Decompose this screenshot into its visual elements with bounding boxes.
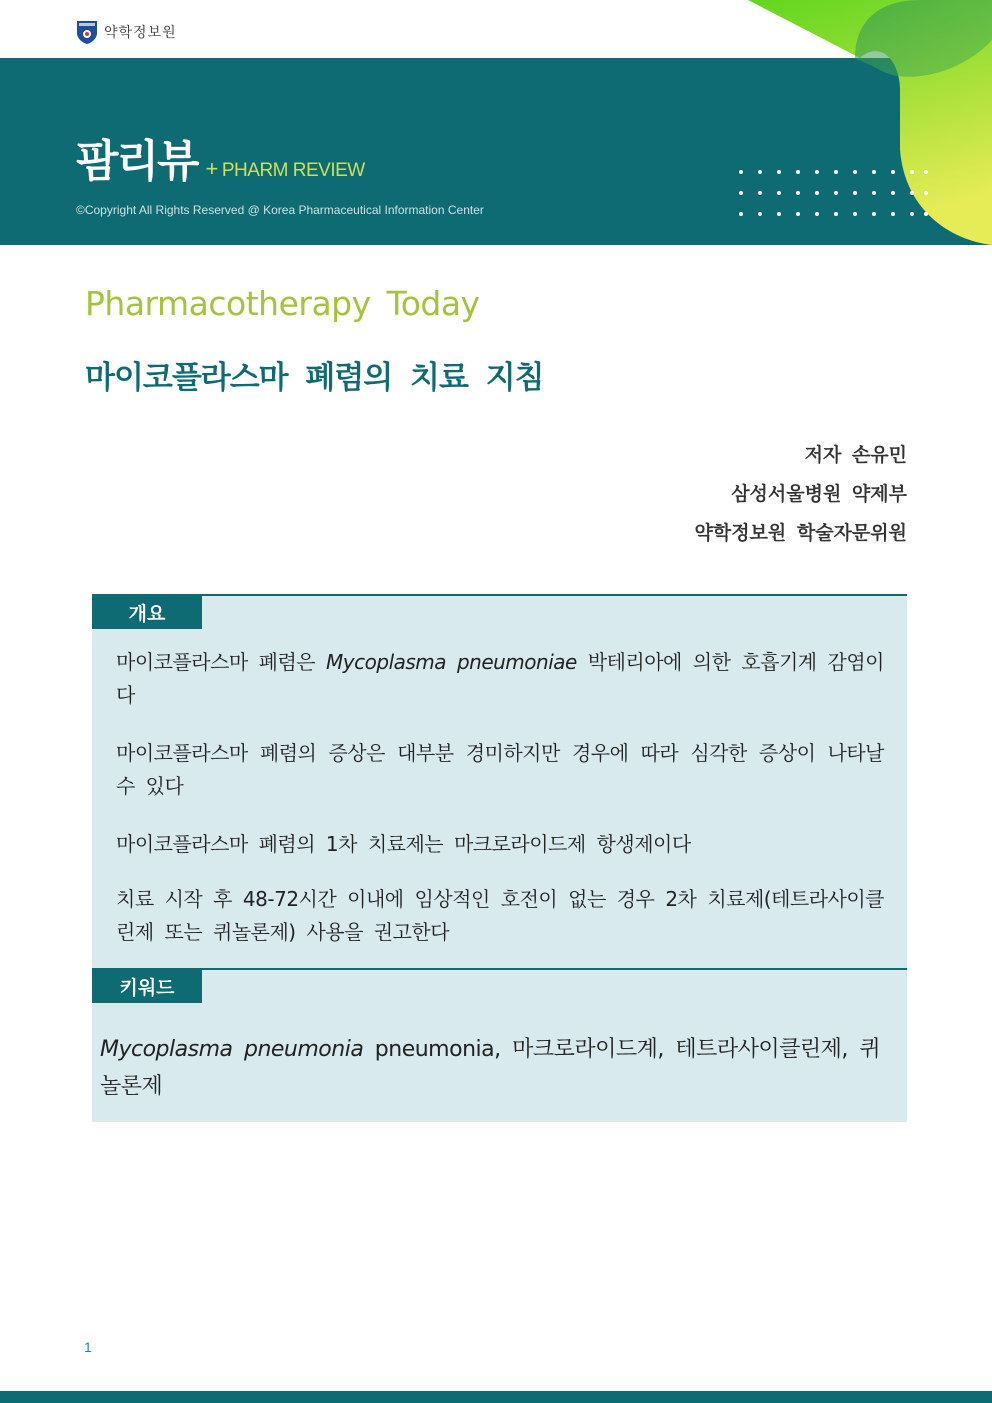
- keyword-list: pneumonia, 마크로라이드계, 테트라사이클린제, 퀴놀론제: [100, 1037, 881, 1099]
- copyright-notice: ©Copyright All Rights Reserved @ Korea Pharmaceutical Information Center: [76, 203, 484, 217]
- page-number: 1: [84, 1339, 92, 1355]
- shield-logo-icon: [76, 19, 98, 45]
- plus-icon: +: [205, 156, 218, 181]
- author-affiliation: 삼성서울병원 약제부: [731, 483, 907, 505]
- summary-label: 개요: [92, 595, 202, 629]
- summary-item: 마이코플라스마 폐렴의 증상은 대부분 경미하지만 경우에 따라 심각한 증상이 나타날 수 있다: [116, 741, 884, 798]
- article-title: 마이코플라스마 폐렴의 치료 지침: [85, 360, 544, 396]
- brand-title: 팜리뷰: [76, 136, 198, 187]
- footer-bar: [0, 1391, 992, 1403]
- org-logo[interactable]: [76, 18, 177, 46]
- summary-list: [116, 646, 884, 974]
- keywords-label: 키워드: [92, 969, 202, 1003]
- divider: [92, 968, 907, 970]
- species-name: Mycoplasma pneumoniae: [326, 650, 577, 674]
- brand-subtitle: [206, 156, 365, 182]
- author-line: 저자 손유민: [804, 444, 907, 466]
- divider: [92, 594, 907, 596]
- keywords-text: [100, 1031, 900, 1105]
- summary-box: [92, 594, 907, 1122]
- author-block: [694, 438, 907, 555]
- org-name: 약학정보원: [104, 25, 177, 41]
- brand-block: [76, 136, 365, 187]
- summary-item: 마이코플라스마 폐렴은 Mycoplasma pneumoniae 박테리아에 의한 호흡기계 감염이다: [116, 650, 884, 707]
- keyword-species: Mycoplasma pneumonia: [100, 1037, 364, 1062]
- summary-item: 마이코플라스마 폐렴의 1차 치료제는 마크로라이드제 항생제이다: [116, 832, 691, 856]
- summary-item: 치료 시작 후 48-72시간 이내에 임상적인 호전이 없는 경우 2차 치료제(테트라사이클린제 또는 퀴놀론제) 사용을 권고한다: [116, 887, 884, 944]
- brand-subtitle-text: PHARM REVIEW: [221, 160, 365, 181]
- series-name: Pharmacotherapy Today: [85, 284, 480, 323]
- author-role: 약학정보원 학술자문위원: [694, 522, 907, 544]
